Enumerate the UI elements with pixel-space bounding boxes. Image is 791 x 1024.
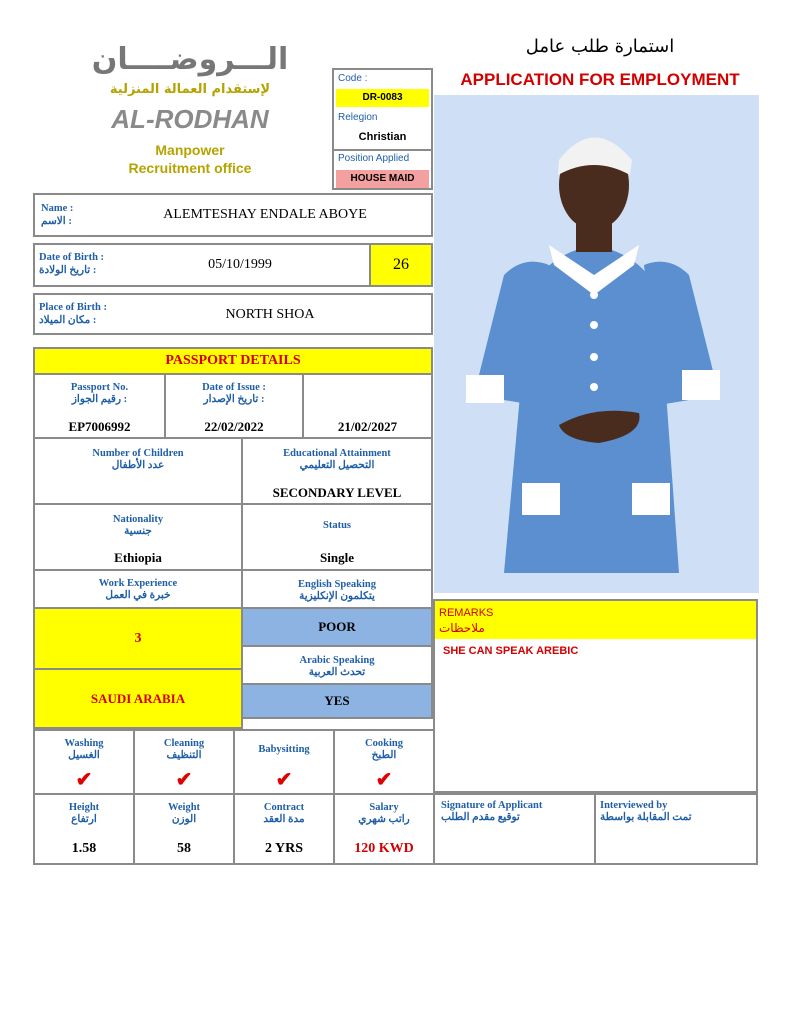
applicant-photo — [434, 95, 759, 593]
remarks-header — [435, 601, 756, 639]
status-label-en: Status — [322, 520, 351, 531]
checkmark-icon: ✔ — [275, 769, 293, 791]
children-cell — [33, 437, 243, 505]
passport-no-value: EP7006992 — [68, 419, 131, 434]
issue-date-value: 22/02/2022 — [204, 419, 264, 434]
education-label-ar: التحصيل التعليمي — [299, 460, 375, 471]
divider — [334, 149, 431, 151]
passport-title: PASSPORT DETAILS — [33, 347, 433, 375]
arabic-title: استمارة طلب عامل — [525, 36, 675, 57]
weight-cell — [133, 793, 235, 865]
nationality-label-ar: جنسية — [124, 526, 152, 537]
issue-date-cell — [164, 373, 304, 439]
interviewed-label-ar: تمت المقابلة بواسطة — [600, 812, 692, 823]
work-label-en: Work Experience — [98, 578, 178, 589]
skill-label-en: Cooking — [365, 738, 403, 749]
logo-line1: Manpower — [155, 142, 225, 158]
signature-label-en: Signature of Applicant — [441, 800, 543, 811]
dob-label-en: Date of Birth : — [39, 252, 105, 263]
height-value: 1.58 — [71, 841, 97, 856]
skill-label-ar: الطبخ — [371, 750, 397, 761]
dob-row — [33, 243, 433, 287]
checkmark-icon: ✔ — [175, 769, 193, 791]
children-label-ar: عدد الأطفال — [111, 460, 165, 471]
name-label-en: Name : — [41, 203, 74, 214]
salary-label-ar: راتب شهري — [358, 814, 410, 825]
salary-value: 120 KWD — [354, 841, 414, 856]
education-value: SECONDARY LEVEL — [272, 485, 402, 500]
arabic-value: YES — [241, 683, 433, 719]
nationality-cell — [33, 503, 243, 571]
name-row — [33, 193, 433, 237]
passport-no-label-ar: رقيم الجواز : — [71, 394, 128, 405]
status-cell — [241, 503, 433, 571]
skill-cleaning — [133, 729, 235, 795]
pob-label-ar: مكان الميلاد : — [39, 315, 97, 326]
interviewed-cell — [594, 793, 758, 865]
logo-arabic-name: الـــروضــــان — [91, 42, 289, 77]
pob-row — [33, 293, 433, 335]
issue-label-en: Date of Issue : — [202, 382, 266, 393]
skill-washing — [33, 729, 135, 795]
religion-value: Christian — [358, 131, 407, 143]
english-label-ar: يتكلمون الإنكليزية — [299, 591, 375, 602]
nationality-label-en: Nationality — [112, 514, 164, 525]
children-label-en: Number of Children — [92, 448, 184, 459]
application-title: APPLICATION FOR EMPLOYMENT — [460, 70, 740, 89]
work-years-value: 3 — [33, 607, 243, 670]
weight-label-ar: الوزن — [171, 814, 197, 825]
work-label-ar: خبرة في العمل — [105, 590, 171, 601]
expiry-date-value: 21/02/2027 — [337, 419, 398, 434]
height-label-ar: ارتفاع — [71, 814, 97, 825]
applicant-photo-graphic — [434, 95, 759, 593]
checkmark-icon: ✔ — [375, 769, 393, 791]
remarks-label-ar: ملاحظات — [439, 621, 485, 635]
contract-label-en: Contract — [263, 802, 305, 813]
arabic-speaking-cell — [241, 645, 433, 685]
remarks-box — [433, 599, 758, 793]
arabic-label-en: Arabic Speaking — [299, 655, 375, 666]
arabic-label-ar: تحدث العربية — [308, 667, 366, 678]
education-cell — [241, 437, 433, 505]
name-value: ALEMTESHAY ENDALE ABOYE — [163, 207, 367, 222]
skill-babysitting — [233, 729, 335, 795]
position-label: Position Applied — [338, 153, 410, 164]
dob-label-ar: تاريخ الولادة : — [39, 265, 97, 276]
education-label-en: Educational Attainment — [283, 448, 391, 459]
english-speaking-cell — [241, 569, 433, 609]
english-label-en: English Speaking — [298, 579, 376, 590]
salary-label-en: Salary — [369, 802, 399, 813]
dob-value: 05/10/1999 — [208, 257, 272, 272]
work-experience-cell — [33, 569, 243, 609]
pob-value: NORTH SHOA — [225, 307, 315, 322]
height-cell — [33, 793, 135, 865]
issue-label-ar: تاريخ الإصدار : — [203, 394, 265, 405]
logo-arabic-sub: لإستقدام العمالة المنزلية — [109, 82, 271, 97]
nationality-value: Ethiopia — [114, 550, 162, 565]
skill-label-ar: التنظيف — [166, 750, 202, 761]
checkmark-icon: ✔ — [75, 769, 93, 791]
skill-label-ar: الغسيل — [68, 750, 100, 761]
signature-cell — [433, 793, 596, 865]
contract-cell — [233, 793, 335, 865]
religion-label: Relegion — [338, 112, 378, 123]
code-religion-position-box — [332, 68, 433, 190]
english-value: POOR — [241, 607, 433, 647]
contract-value: 2 YRS — [265, 841, 303, 856]
remarks-label-en: REMARKS — [439, 607, 494, 619]
company-logo — [80, 42, 300, 182]
contract-label-ar: مدة العقد — [263, 814, 305, 825]
passport-no-label-en: Passport No. — [70, 382, 129, 393]
salary-cell — [333, 793, 435, 865]
pob-label-en: Place of Birth : — [39, 302, 107, 313]
skill-label-en: Cleaning — [163, 738, 205, 749]
expiry-date-cell — [302, 373, 433, 439]
name-label-ar: الاسم : — [41, 216, 72, 227]
logo-english-name: AL-RODHAN — [111, 104, 269, 134]
skill-label-en: Babysitting — [258, 744, 310, 755]
signature-label-ar: توقيع مقدم الطلب — [441, 812, 520, 823]
logo-line2: Recruitment office — [128, 160, 252, 176]
interviewed-label-en: Interviewed by — [600, 800, 668, 811]
passport-no-cell — [33, 373, 166, 439]
weight-label-en: Weight — [167, 802, 201, 813]
work-country-value: SAUDI ARABIA — [33, 668, 243, 729]
height-label-en: Height — [68, 802, 100, 813]
skill-label-en: Washing — [64, 738, 104, 749]
position-value: HOUSE MAID — [336, 170, 429, 188]
code-value: DR-0083 — [336, 89, 429, 107]
status-value: Single — [320, 550, 354, 565]
weight-value: 58 — [177, 841, 191, 856]
code-label: Code : — [338, 73, 368, 84]
skill-cooking — [333, 729, 435, 795]
remarks-value: SHE CAN SPEAK AREBIC — [443, 645, 579, 657]
age-value: 26 — [369, 245, 431, 285]
